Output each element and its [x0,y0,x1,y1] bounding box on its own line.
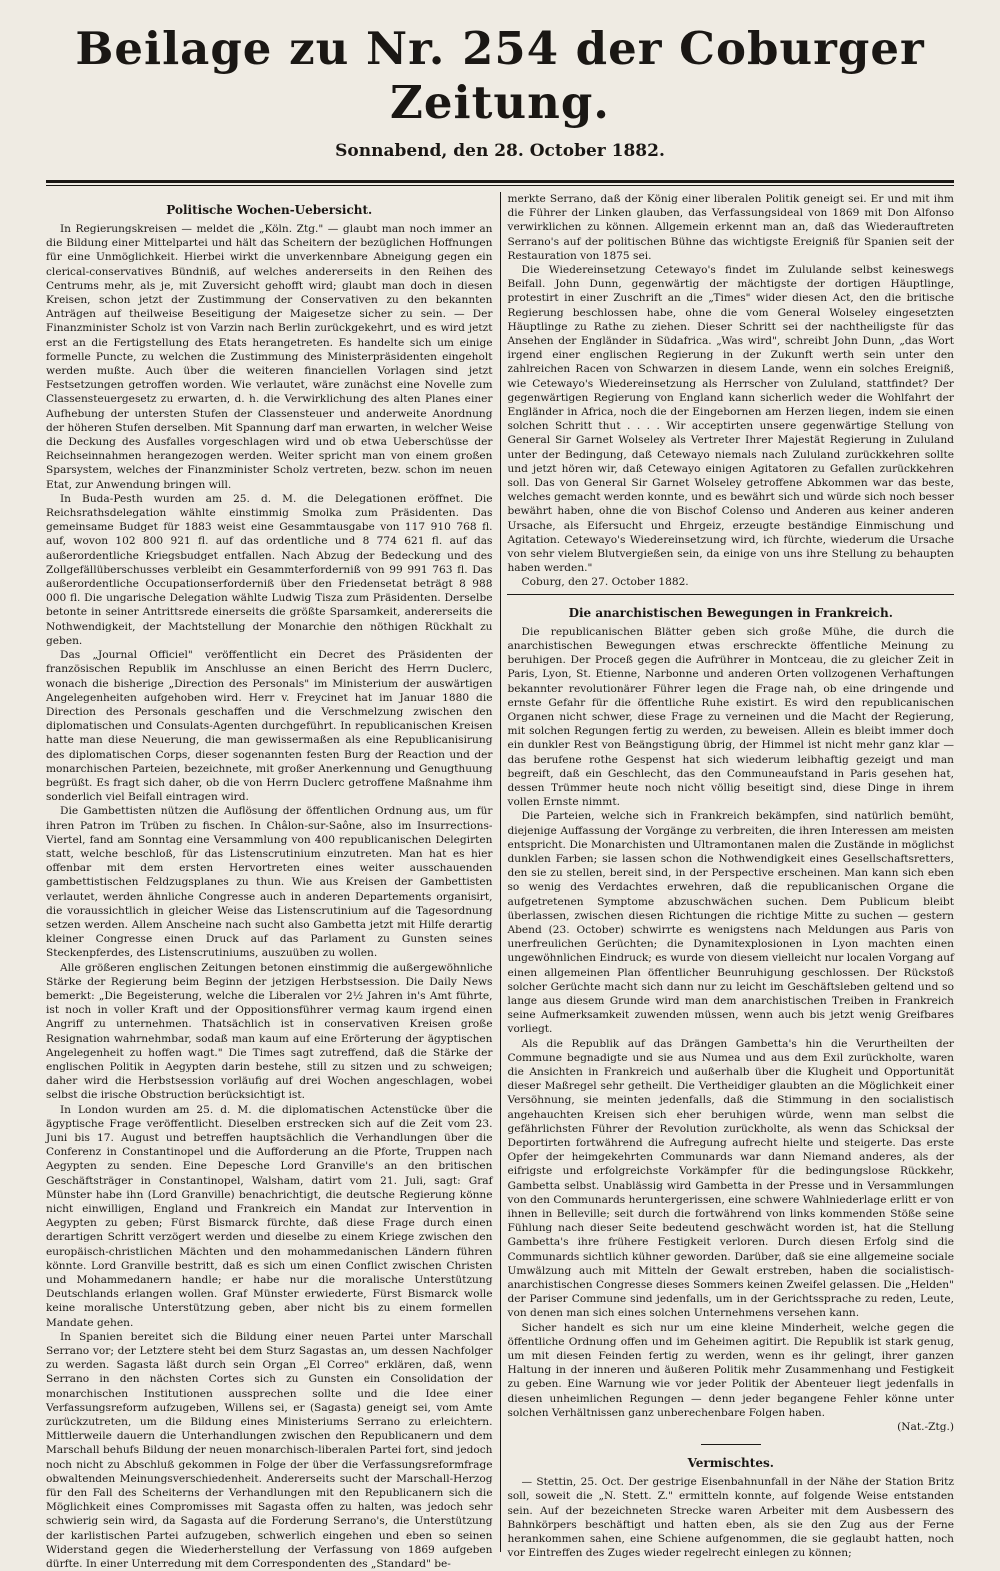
article-columns [46,192,954,1571]
article-paragraph: In Buda-Pesth wurden am 25. d. M. die Delegationen eröffnet. Die Reichsrathsdelegation wählte einstimmig Smolka zum Präsidenten. Das gemeinsame Budget für 1883 weist eine Gesammtausgabe von 117 910 768 fl. auf, wovon 102 800 921 fl. auf das ordentliche und 8 774 621 fl. auf das außerordentliche Kriegsbudget entfallen. Nach Abzug der Bedeckung und des Zollgefällüberschusses verbleibt ein Gesammterforderniß von 99 991 763 fl. Das außerordentliche Occupationserforderniß über den Friedensetat beträgt 8 988 000 fl. Die ungarische Delegation wählte Ludwig Tisza zum Präsidenten. Derselbe betonte in seiner Antrittsrede einerseits die größte Sparsamkeit, andererseits die Nothwendigkeit, der Machtstellung der Monarchie den nöthigen Rückhalt zu geben. [46,492,493,647]
section-title-political-review: Politische Wochen-Uebersicht. [166,203,373,217]
newspaper-title: Beilage zu Nr. 254 der Coburger Zeitung. [75,22,925,129]
article-paragraph: merkte Serrano, daß der König einer liberalen Politik geneigt sei. Er und mit ihm die Führer der Linken glauben, das Verfassungsideal von 1869 mit Don Alfonso verwirklichen zu können. Allgemein erkennt man an, daß das Wiederauftreten Serrano's auf der politischen Bühne das wichtigste Ereigniß für Spanien seit der Restauration von 1875 sei. [507,193,954,262]
article-paragraph: Das „Journal Officiel" veröffentlicht ein Decret des Präsidenten der französischen Republik im Anschlusse an einen Bericht des Herrn Duclerc, wonach die bisherige „Direction des Personals" im Ministerium der auswärtigen Angelegenheiten aufgehoben wird. Herr v. Freycinet hat im Januar 1880 die Direction des Personals geschaffen und die Verschmelzung zwischen den diplomatischen und Consulats-Agenten durchgeführt. In republicanischen Kreisen hatte man diese Neuerung, die man gewissermaßen als eine Republicanisirung des diplomatischen Corps, dieser sogenannten festen Burg der Reaction und der monarchischen Parteien, bezeichnete, mit großer Anerkennung und Genugthuung begrüßt. Es fragt sich daher, ob die von Herrn Duclerc getroffene Maßnahme ihm sonderlich viel Beifall eintragen wird. [46,649,493,804]
section-rule [507,594,954,595]
article-paragraph: Die Parteien, welche sich in Frankreich bekämpfen, sind natürlich bemüht, diejenige Auffassung der Vorgänge zu verbreiten, die ihren Interessen am meisten entspricht. Die Monarchisten und Ultramontanen malen die Zustände in möglichst dunklen Farben; sie lassen schon die Nothwendigkeit eines Gesellschaftsretters, den sie zu stellen, bereit sind, in der Perspective erscheinen. Man kann sich eben so wenig des Verdachtes erwehren, daß die republicanischen Organe die aufgetretenen Symptome abzuschwächen suchen. Dem Publicum bleibt überlassen, zwischen diesen Richtungen die richtige Mitte zu suchen — gestern Abend (23. October) schwirrte es wenigstens nach Meldungen aus Paris von unerfreulichen Gerüchten; die Dynamitexplosionen in Lyon machten einen ungewöhnlichen Eindruck; es wurde von diesem vielleicht nur localen Vorgang auf einen allgemeinen Plan öffentlicher Beunruhigung geschlossen. Der Rückstoß solcher Gerüchte macht sich dann nur zu leicht im Geschäftsleben geltend und so lange aus diesem Grunde wird man dem anarchistischen Treiben in Frankreich seine Aufmerksamkeit zuwenden müssen, wenn auch bis jetzt wenig Greifbares vorliegt. [507,810,954,1036]
masthead [46,22,954,186]
masthead-rule [46,180,954,183]
masthead-rule-thin [46,185,954,186]
article-paragraph: Sicher handelt es sich nur um eine kleine Minderheit, welche gegen die öffentliche Ordnung offen und im Geheimen agitirt. Die Republik ist stark genug, um mit diesen Feinden fertig zu werden, wenn es ihr gelingt, ihrer ganzen Haltung in der inneren und äußeren Politik mehr Zusammenhang und Festigkeit zu geben. Eine Warnung wie vor jeder Politik der Abenteuer liegt jedenfalls in diesen unheimlichen Regungen — denn jeder begangene Fehler könne unter solchen Verhältnissen ganz unberechenbare Folgen haben. [507,1321,954,1419]
issue-date: Sonnabend, den 28. October 1882. [335,141,665,161]
article-paragraph: In Regierungskreisen — meldet die „Köln. Ztg." — glaubt man noch immer an die Bildung einer Mittelpartei und hält das Scheitern der bezüglichen Hoffnungen für eine Unmöglichkeit. Hierbei wirkt die unverkennbare Abneigung gegen ein clerical-conservatives Bündniß, auf welches andererseits in den Reihen des Centrums mehr, als je, mit Zuversicht gehofft wird; glaubt man doch in diesen Kreisen, schon jetzt der Zustimmung der Conservativen zu den bekannten Anträgen auf theilweise Beseitigung der Maigesetze sicher zu sein. — Der Finanzminister Scholz ist von Varzin nach Berlin zurückgekehrt, und es wird jetzt erst an die Fertigstellung des Etats herangetreten. Es handelte sich um einige formelle Puncte, zu welchen die Zustimmung des Ministerpräsidenten eingeholt werden mußte. Auch über die weiteren financiellen Vorlagen sind jetzt Festsetzungen getroffen worden. Wie verlautet, wäre zunächst eine Novelle zum Classensteuergesetz zu erwarten, d. h. die Verwirklichung des alten Planes einer Aufhebung der untersten Stufen der Classensteuer und anderweite Anordnung der höheren Stufen derselben. Mit Spannung darf man erwarten, in welcher Weise die Deckung des Ausfalles vorgeschlagen wird und ob etwa Ueberschüsse der Reichseinnahmen herangezogen werden. Weiter spricht man von einem großen Sparsystem, welches der Finanzminister Scholz vertreten, bezw. schon im neuen Etat, zur Anwendung bringen will. [46,223,493,491]
article-paragraph: Die Wiedereinsetzung Cetewayo's findet im Zululande selbst keineswegs Beifall. John Dunn, gegenwärtig der mächtigste der dortigen Häuptlinge, protestirt in einer Zuschrift an die „Times" wider diesen Act, den die britische Regierung beschlossen habe, ohne die vom General Wolseley eingesetzten Häuptlinge zu Rathe zu ziehen. Dieser Schritt sei der nachtheiligste für das Ansehen der Engländer in Südafrica. „Was wird", schreibt John Dunn, „das Wort irgend einer englischen Regierung in der Zukunft werth sein unter den zahlreichen Racen von Schwarzen in diesem Lande, wenn ein solches Ereigniß, wie Cetewayo's Wiedereinsetzung als Herrscher von Zululand, stattfindet? Der gegenwärtigen Regierung von England kann sicherlich weder die Wohlfahrt der Engländer in Africa, noch die der Eingebornen am Herzen liegen, indem sie einen solchen Schritt thut . . . . Wir acceptirten unsere gegenwärtige Stellung von General Sir Garnet Wolseley als Vertreter Ihrer Majestät Regierung in Zululand unter der Bedingung, daß Cetewayo niemals nach Zululand zurückkehren sollte und jetzt hören wir, daß Cetewayo einigen Agitatoren zu Gefallen zurückkehren soll. Das von General Sir Garnet Wolseley getroffene Abkommen war das beste, welches gemacht werden konnte, und es bewährt sich und würde sich noch besser bewährt haben, ohne die von Bischof Colenso und Anderen aus keiner anderen Ursache, als Eifersucht und Ehrgeiz, erzeugte beständige Einmischung und Agitation. Cetewayo's Wiedereinsetzung wird, ich fürchte, wiederum die Ursache von sehr vielem Blutvergießen sein, da einige von uns ihre Stellung zu behaupten haben werden." [507,264,954,575]
article-paragraph: Die republicanischen Blätter geben sich große Mühe, die durch die anarchistischen Bewegungen etwas erschreckte öffentliche Meinung zu beruhigen. Der Proceß gegen die Aufrührer in Montceau, die zu gleicher Zeit in Paris, Lyon, St. Etienne, Narbonne und anderen Orten vollzogenen Verhaftungen bekannter revolutionärer Führer legen die Frage nah, ob eine dringende und ernste Gefahr für die öffentliche Ruhe existirt. Es wird den republicanischen Organen nicht schwer, diese Frage zu verneinen und die Macht der Regierung, mit solchen Regungen fertig zu werden, zu beweisen. Allein es bleibt immer doch ein dunkler Rest von Beängstigung übrig, der Himmel ist nicht mehr ganz klar — das berufene rothe Gespenst hat sich wiederum leibhaftig gezeigt und man begreift, daß ein Geschlecht, das den Communeaufstand in Paris gesehen hat, dessen Trümmer heute noch nicht völlig beseitigt sind, diese Dinge in ihrem vollen Ernste nimmt. [507,625,954,809]
article-paragraph: In London wurden am 25. d. M. die diplomatischen Actenstücke über die ägyptische Frage veröffentlicht. Dieselben erstrecken sich auf die Zeit vom 23. Juni bis 17. August und betreffen hauptsächlich die Verhandlungen über die Conferenz in Constantinopel und die Aufforderung an die Pforte, Truppen nach Aegypten zu senden. Eine Depesche Lord Granville's an den britischen Geschäftsträger in Constantinopel, Walsham, datirt vom 21. Juli, sagt: Graf Münster habe ihn (Lord Granville) benachrichtigt, die deutsche Regierung könne nicht einwilligen, England und Frankreich ein Mandat zur Intervention in Aegypten zu geben; Fürst Bismarck fürchte, daß diese Frage durch einen derartigen Schritt verzögert werden und dieselbe zu einem Kriege zwischen den europäisch-christlichen Mächten und den mohammedanischen Ländern führen könnte. Lord Granville bestritt, daß es sich um einen Conflict zwischen Christen und Mohammedanern handle; er habe nur die moralische Unterstützung Deutschlands erlangen wollen. Graf Münster erwiederte, Fürst Bismarck wolle keine moralische Unterstützung geben, aber nicht bis zu einem formellen Mandate gehen. [46,1103,493,1329]
coburg-dateline: Coburg, den 27. October 1882. [521,576,689,589]
article-paragraph: — Stettin, 25. Oct. Der gestrige Eisenbahnunfall in der Nähe der Station Britz soll, soweit die „N. Stett. Z." ermitteln konnte, auf folgende Weise entstanden sein. Auf der bezeichneten Strecke waren Arbeiter mit dem Ausbessern des Bahnkörpers beschäftigt und hatten eben, als sie den Zug aus der Ferne herankommen sahen, eine Schiene aufgenommen, die sie geglaubt hatten, noch vor Eintreffen des Zuges wieder regelrecht einlegen zu können; [507,1476,954,1560]
right-column [500,192,954,1560]
article-paragraph: Alle größeren englischen Zeitungen betonen einstimmig die außergewöhnliche Stärke der Regierung beim Beginn der jetzigen Herbstsession. Die Daily News bemerkt: „Die Begeisterung, welche die Liberalen vor 2½ Jahren in's Amt führte, ist noch in voller Kraft und der Oppositionsführer vermag kaum irgend einen Angriff zu unternehmen. Thatsächlich ist in conservativen Kreisen große Resignation wahrnehmbar, sodaß man kaum auf eine Erörterung der ägyptischen Angelegenheit zu hoffen wagt." Die Times sagt zutreffend, daß die Stärke der englischen Politik in Aegypten darin bestehe, still zu sitzen und zu schweigen; daher wird die Herbstsession vorläufig auf drei Wochen angeschlagen, wobei selbst die irische Obstruction berücksichtigt ist. [46,961,493,1102]
article-paragraph: Die Gambettisten nützen die Auflösung der öffentlichen Ordnung aus, um für ihren Patron im Trüben zu fischen. In Châlon-sur-Saône, also im Insurrections-Viertel, fand am Sonntag eine Versammlung von 400 republicanischen Delegirten statt, welche beschloß, für das Listenscrutinium einzutreten. Man hat es hier offenbar mit dem ersten Hervortreten eines weiter ausschauenden gambettistischen Feldzugsplanes zu thun. Wie aus Kreisen der Gambettisten verlautet, werden ähnliche Congresse auch in anderen Departements organisirt, die voraussichtlich in gleicher Weise das Listenscrutinium auf die Tagesordnung setzen werden. Allem Anscheine nach sucht also Gambetta jetzt mit Hilfe derartig kleiner Congresse einen Druck auf das Parlament zu Gunsten seines Steckenpferdes, des Listenscrutiniums, auszuüben zu wollen. [46,805,493,960]
section-title-anarchist-movements: Die anarchistischen Bewegungen in Frankreich. [568,605,893,620]
left-column [46,192,500,1571]
article-paragraph: Als die Republik auf das Drängen Gambetta's hin die Verurtheilten der Commune begnadigte und sie aus Numea und aus dem Exil zurückholte, waren die Ansichten in Frankreich und außerhalb über die Klugheit und Opportunität dieser Maßregel sehr getheilt. Die Vertheidiger glaubten an die Möglichkeit einer Versöhnung, sie meinten jedenfalls, daß die Stimmung in den socialistisch angehauchten Kreisen sich eher beruhigen würde, wenn man selbst die gefährlichsten Führer der Revolution zurückholte, als wenn das Schicksal der Deportirten fortwährend die Aufregung aufrecht hielte und steigerte. Das erste Opfer der heimgekehrten Communards war dann Niemand anderes, als der eifrigste und erfolgreichste Vorkämpfer für die bedingungslose Rückkehr, Gambetta selbst. Unablässig wird Gambetta in der Presse und in Versammlungen von den Communards heruntergerissen, eine schwere Wahlniederlage erlitt er von ihnen in Belleville; seit durch die fortwährend von links kommenden Stöße seine Fühlung nach dieser Seite bedeutend geschwächt worden ist, hat die Stellung Gambetta's ihre frühere Festigkeit verloren. Durch diesen Erfolg sind die Communards sichtlich kühner geworden. Darüber, daß sie eine allgemeine sociale Umwälzung auch mit Mitteln der Gewalt erstreben, haben die socialistisch-anarchistischen Congresse dieses Sommers keinen Zweifel gelassen. Die „Helden" der Pariser Commune sind jedenfalls, um in der Gerichtssprache zu reden, Leute, von denen man sich eines solchen Unternehmens versehen kann. [507,1037,954,1320]
short-rule [701,1444,761,1445]
section-title-miscellaneous: Vermischtes. [687,1456,774,1471]
article-paragraph: In Spanien bereitet sich die Bildung einer neuen Partei unter Marschall Serrano vor; der Letztere steht bei dem Sturz Sagastas an, um dessen Nachfolger zu werden. Sagasta läßt durch sein Organ „El Correo" erklären, daß, wenn Serrano in den nächsten Cortes sich zu Gunsten ein Consolidation der monarchischen Institutionen aussprechen sollte und die Idee einer Verfassungsreform aufzugeben, Willens sei, er (Sagasta) geneigt sei, vom Amte zurückzutreten, um die Bildung eines Ministeriums Serrano zu erleichtern. Mittlerweile dauern die Unterhandlungen zwischen den Republicanern und dem Marschall behufs Bildung der neuen monarchisch-liberalen Partei fort, sind jedoch noch nicht zu Abschluß gekommen in Folge der über die Verfassungsreformfrage obwaltenden Meinungsverschiedenheit. Andererseits sucht der Marschall-Herzog für den Fall des Scheiterns der Verhandlungen mit den Republicanern sich die Möglichkeit eines Compromisses mit Sagasta offen zu halten, was jedoch sehr schwierig sein wird, da Sagasta auf die Forderung Serrano's, die Unterstützung der karlistischen Partei aufzugeben, schwerlich eingehen und eben so seinen Widerstand gegen die Wiederherstellung der Verfassung von 1869 aufgeben dürfte. In einer Unterredung mit dem Correspondenten des „Standard" be- [46,1330,493,1571]
source-signature: (Nat.-Ztg.) [897,1421,954,1434]
